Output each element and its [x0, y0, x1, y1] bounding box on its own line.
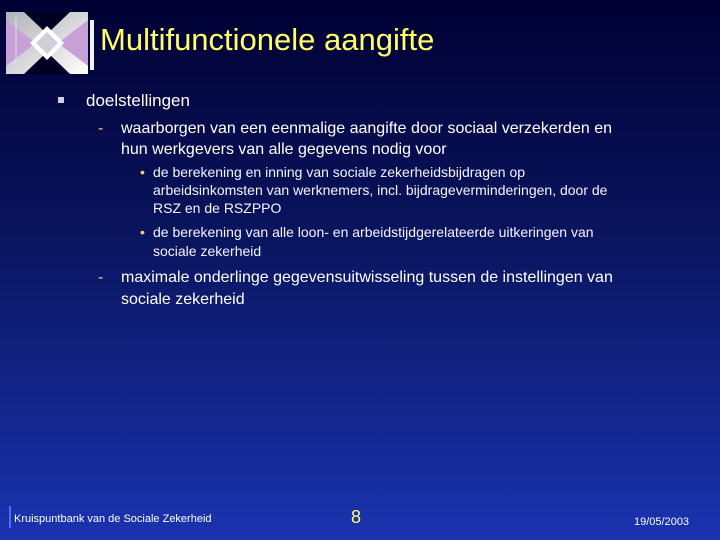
detail-line-3: RSZ en de RSZPPO — [153, 200, 282, 216]
sub-bullet-line-2: hun werkgevers van alle gegevens nodig voor — [121, 141, 447, 158]
dot-marker: • — [140, 224, 145, 240]
dash-marker: - — [98, 269, 104, 286]
sub-bullet-line-1: waarborgen van een eenmalige aangifte door sociaal verzekerden en — [121, 120, 612, 137]
slide-title: Multifunctionele aangifte — [100, 22, 435, 57]
x-diamond-logo-icon — [6, 12, 88, 74]
dot-marker: • — [140, 164, 145, 180]
footer-date: 19/05/2003 — [634, 516, 690, 528]
dash-marker: - — [98, 120, 104, 137]
sub-bullet-line-2: sociale zekerheid — [121, 291, 245, 308]
sub-bullet-line-1: maximale onderlinge gegevensuitwisseling tussen de instellingen van — [121, 269, 613, 286]
detail-line-2: sociale zekerheid — [153, 243, 262, 259]
square-bullet-icon — [58, 97, 64, 103]
footer-organization: Kruispuntbank van de Sociale Zekerheid — [14, 513, 212, 525]
detail-line-1: de berekening van alle loon- en arbeidstijdgerelateerde uitkeringen van — [153, 224, 594, 240]
bullet-label: doelstellingen — [86, 91, 190, 110]
page-number: 8 — [351, 507, 362, 527]
detail-line-2: arbeidsinkomsten van werknemers, incl. bijdrageverminderingen, door de — [153, 182, 608, 198]
footer-accent-bar — [9, 506, 11, 528]
detail-line-1: de berekening en inning van sociale zekerheidsbijdragen op — [153, 164, 526, 180]
title-separator — [90, 20, 94, 70]
